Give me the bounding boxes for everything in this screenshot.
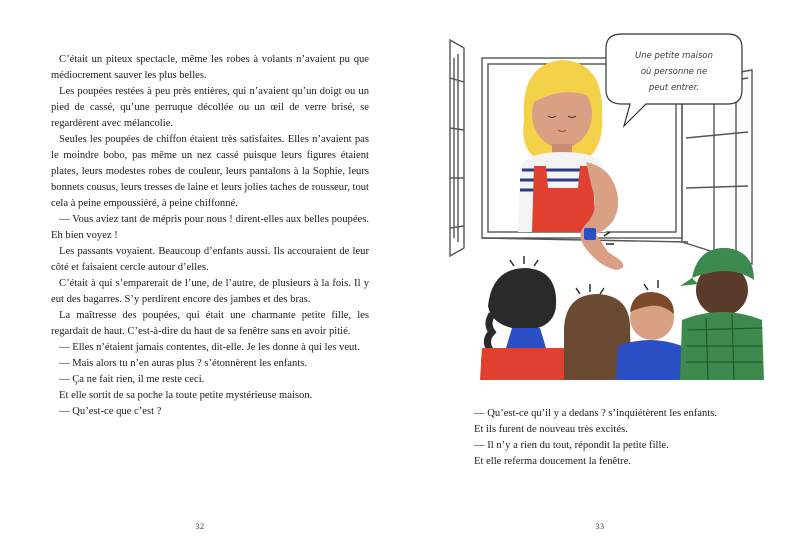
speech-bubble: [606, 34, 742, 126]
paragraph: Les passants voyaient. Beaucoup d’enfants aussi. Ils accouraient de leur côté et faisaient cercle autour d’elles.: [51, 246, 369, 273]
bubble-line: peut entrer.: [648, 83, 700, 93]
left-page-text: [51, 52, 369, 420]
right-page: [400, 0, 800, 560]
paragraph: Et elle sortit de sa poche la toute petite mystérieuse maison.: [59, 390, 313, 401]
paragraph: Et elle referma doucement la fenêtre.: [474, 456, 632, 467]
bubble-line: Une petite maison: [635, 51, 713, 61]
paragraph: La maîtresse des poupées, qui était une charmante petite fille, les regardait de haut. C’est-à-dire du haut de sa fenêtre sans en avoir pitié.: [51, 310, 369, 337]
paragraph: — Qu’est-ce qu’il y a dedans ? s’inquiétèrent les enfants.: [474, 408, 717, 419]
right-page-text: [466, 406, 766, 470]
page-number-left: 32: [195, 522, 205, 531]
paragraph: — Il n’y a rien du tout, répondit la petite fille.: [474, 440, 669, 451]
paragraph: C’était un piteux spectacle, même les robes à volants n’avaient pu que médiocrement sauver les plus belles.: [51, 54, 369, 81]
window-illustration: [436, 28, 766, 380]
paragraph: — Elles n’étaient jamais contentes, dit-elle. Je les donne à qui les veut.: [59, 342, 360, 353]
paragraph: Seules les poupées de chiffon étaient très satisfaites. Elles n’avaient pas le moindre bobo, pas même un nez cassé puisque leurs figures étaient plates, leurs modestes robes de couleur, leurs pantalons à la Sophie, leurs bonnets cousus, leurs tresses de laine et leurs jolies taches de rousseur, tout cela à peine empoussiéré, à peine chiffonné.: [51, 134, 369, 209]
paragraph: C’était à qui s’emparerait de l’une, de l’autre, de plusieurs à la fois. Il y eut des bagarres. S’y perdirent encore des jambes et des bras.: [51, 278, 369, 305]
paragraph: — Mais alors tu n’en auras plus ? s’étonnèrent les enfants.: [59, 358, 308, 369]
paragraph: — Qu’est-ce que c’est ?: [59, 406, 162, 417]
paragraph: Et ils furent de nouveau très excités.: [474, 424, 628, 435]
paragraph: — Ça ne fait rien, il me reste ceci.: [59, 374, 205, 385]
bubble-line: où personne ne: [640, 67, 708, 77]
page-number-right: 33: [595, 522, 605, 531]
paragraph: Les poupées restées à peu près entières, qui n’avaient qu’un doigt ou un pied de cassé, qu’une perruque décollée ou un œil de verre brisé, se regardèrent avec mélancolie.: [51, 86, 369, 129]
paragraph: — Vous aviez tant de mépris pour nous ! dirent-elles aux belles poupées. Eh bien voyez !: [51, 214, 369, 241]
